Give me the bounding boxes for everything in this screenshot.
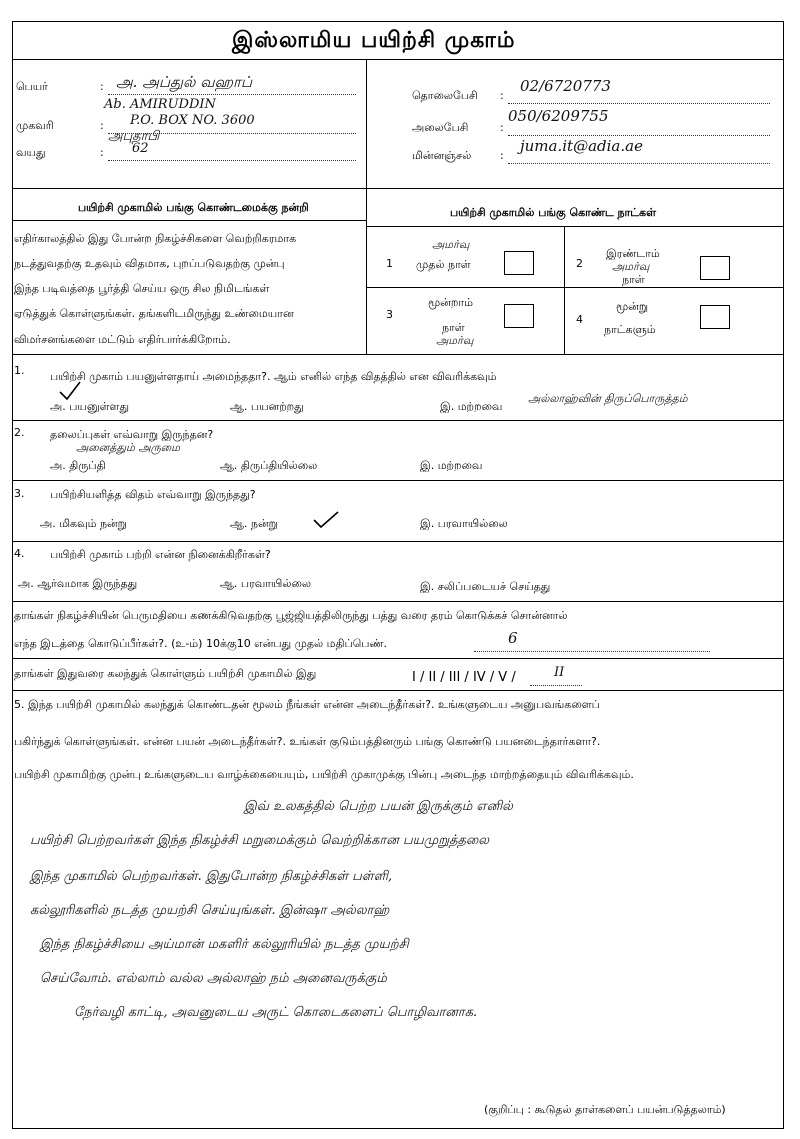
q1-option-a[interactable]: அ. பயனுள்ளது bbox=[50, 400, 129, 413]
address-label: முகவரி bbox=[16, 119, 54, 132]
feedback-form: இஸ்லாமிய பயிற்சி முகாம் பெயர் : அ. அப்துல் வஹாப் முகவரி : Ab. AMIRUDDIN P.O. BOX NO. 3600 அபுதாபி வயது : 62 தொலைபேசி : 02/6720773 அலைபேசி : 050/6209755 மின்னஞ்சல் : juma.it@adia.ae பயிற்சி முகாமில் பங்கு கொண்டமைக்கு நன்றி பயிற்சி முகாமில் பங்கு கொண்ட நாட்கள் எதிர்காலத்தில் இது போன்ற நிகழ்ச்சிகளை வெற்றிகரமாக நடத்துவதற்கு உதவும் விதமாக, புறப்படுவதற்கு முன்பு இந்த படிவத்தை பூர்த்தி செய்ய ஒரு சில நிமிடங்கள் ஏடுத்துக் கொள்ளுங்கள். தங்களிடமிருந்து உண்மையான விமர்சனங்களை மட்டும் எதிர்பார்க்கிறோம். 1 அமர்வு முதல் நாள் 2 இரண்டாம் அமர்வு நாள் 3 மூன்றாம் நாள் அமர்வு 4 மூன்று நாட்களும் 1. பயிற்சி முகாம் பயனுள்ளதாய் அமைந்ததா?. ஆம் எனில் எந்த விதத்தில் என விவரிக்கவும் அ. பயனுள்ளது ஆ. பயனற்றது இ. மற்றவை அல்லாஹ்வின் திருப்பொருத்தம் 2. தலைப்புகள் எவ்வாறு இருந்தன? அனைத்தும் அருமை அ. திருப்தி ஆ. திருப்தியில்லை இ. மற்றவை 3. பயிற்சியளித்த விதம் எவ்வாறு இருந்தது? அ. மிகவும் நன்று ஆ. நன்று இ. பரவாயில்லை 4. பயிற்சி முகாம் பற்றி என்ன நினைக்கிறீர்கள்? அ. ஆர்வமாக இருந்தது ஆ. பரவாயில்லை இ. சலிப்படையச் செய்தது தாங்கள் நிகழ்ச்சியின் பெருமதியை கணக்கிடுவதற்கு பூஜ்ஜியத்திலிருந்து பத்து வரை தரம் கொடுக்கச் சொன்னால் எந்த இடத்தை கொடுப்பீர்கள்?. (உ-ம்) 10க்கு10 என்பது முதல் மதிப்பெண். 6 தாங்கள் இதுவரை கலந்துக் கொள்ளும் பயிற்சி முகாமில் இது I / II / III / IV / V / II 5. இந்த பயிற்சி முகாமில் கலந்துக் கொண்டதன் மூலம் நீங்கள் என்ன அடைந்தீர்கள்?. உங்களுடைய அனுபவங்களைப் பகிர்ந்துக் கொள்ளுங்கள். என்ன பயன் அடைந்தீர்கள்?. உங்கள் குடும்பத்தினரும் பங்கு கொண்டு பயனடைந்தார்களா?. பயிற்சி முகாமிற்கு முன்பு உங்களுடைய வாழ்க்கையையும், பயிற்சி முகாமுக்கு பின்பு அடைந்த மாற்றத்தையும் விவரிக்கவும். இவ் உலகத்தில் பெற்ற பயன் இருக்கும் எனில் பயிற்சி பெற்றவர்கள் இந்த நிகழ்ச்சி மறுமைக்கும் வெற்றிக்கான பயமுறுத்தலை இந்த முகாமில் பெற்றவர்கள். இதுபோன்ற நிகழ்ச்சிகள் பள்ளி, கல்லூரிகளில் நடத்த முயற்சி செய்யுங்கள். இன்ஷா அல்லாஹ் இந்த நிகழ்ச்சியை அய்மான் மகளிர் கல்லூரியில் நடத்த முயற்சி செய்வோம். எல்லாம் வல்ல அல்லாஹ் நம் அனைவருக்கும் நேர்வழி காட்டி, அவனுடைய அருட் கொடைகளைப் பொழிவானாக. (குறிப்பு : கூடுதல் தாள்களைப் பயன்படுத்தலாம்) bbox=[0, 0, 800, 1139]
form-title: இஸ்லாமிய பயிற்சி முகாம் bbox=[232, 28, 516, 53]
q5-answer-line-5: இந்த நிகழ்ச்சியை அய்மான் மகளிர் கல்லூரியில் நடத்த முயற்சி bbox=[40, 937, 409, 952]
day-4-number: 4 bbox=[576, 313, 583, 326]
q5-line-3: பயிற்சி முகாமிற்கு முன்பு உங்களுடைய வாழ்க்கையையும், பயிற்சி முகாமுக்கு பின்பு அடைந்த மாற்றத்தையும் விவரிக்கவும். bbox=[14, 768, 634, 781]
q2-option-c[interactable]: இ. மற்றவை bbox=[420, 459, 483, 472]
q4-option-b[interactable]: ஆ. பரவாயில்லை bbox=[220, 577, 312, 590]
q1-option-c[interactable]: இ. மற்றவை bbox=[440, 400, 503, 413]
day-2-checkbox[interactable] bbox=[700, 256, 730, 280]
count-line bbox=[530, 685, 582, 686]
day-4-ordinal: மூன்று bbox=[616, 300, 649, 313]
divider bbox=[12, 420, 784, 421]
mobile-label: அலைபேசி bbox=[412, 121, 469, 134]
divider bbox=[12, 188, 784, 189]
rating-line-1: தாங்கள் நிகழ்ச்சியின் பெருமதியை கணக்கிடுவதற்கு பூஜ்ஜியத்திலிருந்து பத்து வரை தரம் கொடுக்கச் சொன்னால் bbox=[14, 609, 568, 622]
q5-line-2: பகிர்ந்துக் கொள்ளுங்கள். என்ன பயன் அடைந்தீர்கள்?. உங்கள் குடும்பத்தினரும் பங்கு கொண்டு பயனடைந்தார்களா?. bbox=[14, 735, 601, 748]
day-1-label: முதல் நாள் bbox=[416, 258, 471, 271]
q2-number: 2. bbox=[14, 426, 25, 439]
mobile-value: 050/6209755 bbox=[508, 107, 609, 125]
day-4-checkbox[interactable] bbox=[700, 305, 730, 329]
intro-line-4: ஏடுத்துக் கொள்ளுங்கள். தங்களிடமிருந்து உண்மையான bbox=[14, 307, 294, 320]
day-3-number: 3 bbox=[386, 308, 393, 321]
day-3-note: அமர்வு bbox=[436, 334, 474, 347]
q2-text: தலைப்புகள் எவ்வாறு இருந்தன? bbox=[50, 428, 214, 441]
q1-number: 1. bbox=[14, 364, 25, 377]
q1-tick-mark bbox=[58, 380, 82, 402]
email-value: juma.it@adia.ae bbox=[520, 137, 643, 155]
q3-option-b[interactable]: ஆ. நன்று bbox=[230, 517, 278, 530]
count-value: II bbox=[554, 665, 565, 680]
address-line-1: Ab. AMIRUDDIN bbox=[104, 97, 216, 112]
divider bbox=[12, 59, 784, 60]
q3-option-a[interactable]: அ. மிகவும் நன்று bbox=[40, 517, 127, 530]
age-line bbox=[108, 160, 356, 161]
q2-option-b[interactable]: ஆ. திருப்தியில்லை bbox=[220, 459, 318, 472]
divider bbox=[366, 226, 784, 227]
divider bbox=[564, 226, 565, 354]
day-3-ordinal: மூன்றாம் bbox=[428, 296, 473, 309]
days-header: பயிற்சி முகாமில் பங்கு கொண்ட நாட்கள் bbox=[450, 206, 657, 219]
q2-option-a[interactable]: அ. திருப்தி bbox=[50, 459, 106, 472]
q4-text: பயிற்சி முகாம் பற்றி என்ன நினைக்கிறீர்கள்? bbox=[50, 548, 271, 561]
q5-answer-line-1: இவ் உலகத்தில் பெற்ற பயன் இருக்கும் எனில் bbox=[244, 799, 513, 814]
day-2-note: அமர்வு bbox=[612, 260, 650, 273]
footer-note: (குறிப்பு : கூடுதல் தாள்களைப் பயன்படுத்தலாம்) bbox=[484, 1103, 726, 1116]
divider bbox=[12, 220, 366, 221]
name-label: பெயர் bbox=[16, 80, 48, 93]
day-1-note: அமர்வு bbox=[432, 238, 470, 251]
q3-option-c[interactable]: இ. பரவாயில்லை bbox=[420, 517, 508, 530]
q3-number: 3. bbox=[14, 487, 25, 500]
day-2-ordinal: இரண்டாம் bbox=[606, 247, 660, 260]
day-3-checkbox[interactable] bbox=[504, 304, 534, 328]
phone-line bbox=[508, 103, 770, 104]
divider bbox=[366, 59, 367, 188]
q5-answer-line-6: செய்வோம். எல்லாம் வல்ல அல்லாஹ் நம் அனைவருக்கும் bbox=[40, 971, 387, 986]
phone-label: தொலைபேசி bbox=[412, 89, 478, 102]
divider bbox=[12, 601, 784, 602]
day-1-number: 1 bbox=[386, 257, 393, 270]
q5-answer-line-7: நேர்வழி காட்டி, அவனுடைய அருட் கொடைகளைப் பொழிவானாக. bbox=[74, 1005, 478, 1020]
count-options: I / II / III / IV / V / bbox=[412, 670, 516, 685]
q4-option-a[interactable]: அ. ஆர்வமாக இருந்தது bbox=[18, 577, 138, 590]
q2-answer-note: அனைத்தும் அருமை bbox=[76, 441, 181, 454]
rating-value: 6 bbox=[508, 629, 518, 647]
intro-line-5: விமர்சனங்களை மட்டும் எதிர்பார்க்கிறோம். bbox=[14, 333, 231, 346]
email-line bbox=[508, 163, 770, 164]
day-1-checkbox[interactable] bbox=[504, 251, 534, 275]
phone-value: 02/6720773 bbox=[520, 77, 611, 95]
q1-answer-note: அல்லாஹ்வின் திருப்பொருத்தம் bbox=[528, 392, 688, 405]
rating-line-2: எந்த இடத்தை கொடுப்பீர்கள்?. (உ-ம்) 10க்கு10 என்பது முதல் மதிப்பெண். bbox=[14, 637, 387, 650]
divider bbox=[12, 541, 784, 542]
age-value: 62 bbox=[132, 141, 149, 156]
divider bbox=[12, 658, 784, 659]
q5-answer-line-4: கல்லூரிகளில் நடத்த முயற்சி செய்யுங்கள். இன்ஷா அல்லாஹ் bbox=[30, 903, 390, 918]
intro-line-3: இந்த படிவத்தை பூர்த்தி செய்ய ஒரு சில நிமிடங்கள் bbox=[14, 282, 270, 295]
day-4-label: நாட்களும் bbox=[604, 323, 656, 336]
q5-answer-line-3: இந்த முகாமில் பெற்றவர்கள். இதுபோன்ற நிகழ்ச்சிகள் பள்ளி, bbox=[30, 869, 393, 884]
intro-line-1: எதிர்காலத்தில் இது போன்ற நிகழ்ச்சிகளை வெற்றிகரமாக bbox=[14, 232, 297, 245]
q4-option-c[interactable]: இ. சலிப்படையச் செய்தது bbox=[420, 580, 551, 593]
intro-line-2: நடத்துவதற்கு உதவும் விதமாக, புறப்படுவதற்கு முன்பு bbox=[14, 257, 285, 270]
thanks-header: பயிற்சி முகாமில் பங்கு கொண்டமைக்கு நன்றி bbox=[78, 201, 309, 214]
divider bbox=[366, 188, 367, 354]
q5-line-1: 5. இந்த பயிற்சி முகாமில் கலந்துக் கொண்டதன் மூலம் நீங்கள் என்ன அடைந்தீர்கள்?. உங்களுடைய அனுபவங்களைப் bbox=[14, 698, 600, 711]
name-value: அ. அப்துல் வஹாப் bbox=[116, 73, 253, 91]
day-2-number: 2 bbox=[576, 257, 583, 270]
q1-option-b[interactable]: ஆ. பயனற்றது bbox=[230, 400, 304, 413]
address-line-2: P.O. BOX NO. 3600 bbox=[130, 113, 255, 128]
address-line-3: அபுதாபி bbox=[108, 129, 160, 144]
day-2-label: நாள் bbox=[622, 273, 645, 286]
q3-text: பயிற்சியளித்த விதம் எவ்வாறு இருந்தது? bbox=[50, 488, 256, 501]
q3-tick-mark bbox=[312, 510, 340, 530]
divider bbox=[12, 480, 784, 481]
email-label: மின்னஞ்சல் bbox=[412, 149, 472, 162]
divider bbox=[12, 690, 784, 691]
divider bbox=[12, 354, 784, 355]
age-label: வயது bbox=[16, 146, 46, 159]
q1-text: பயிற்சி முகாம் பயனுள்ளதாய் அமைந்ததா?. ஆம் எனில் எந்த விதத்தில் என விவரிக்கவும் bbox=[50, 370, 497, 383]
divider bbox=[366, 287, 784, 288]
count-text: தாங்கள் இதுவரை கலந்துக் கொள்ளும் பயிற்சி முகாமில் இது bbox=[14, 667, 317, 680]
rating-line bbox=[474, 651, 710, 652]
day-3-label: நாள் bbox=[442, 321, 465, 334]
name-line bbox=[108, 94, 356, 95]
q5-answer-line-2: பயிற்சி பெற்றவர்கள் இந்த நிகழ்ச்சி மறுமைக்கும் வெற்றிக்கான பயமுறுத்தலை bbox=[30, 833, 490, 848]
q4-number: 4. bbox=[14, 547, 25, 560]
